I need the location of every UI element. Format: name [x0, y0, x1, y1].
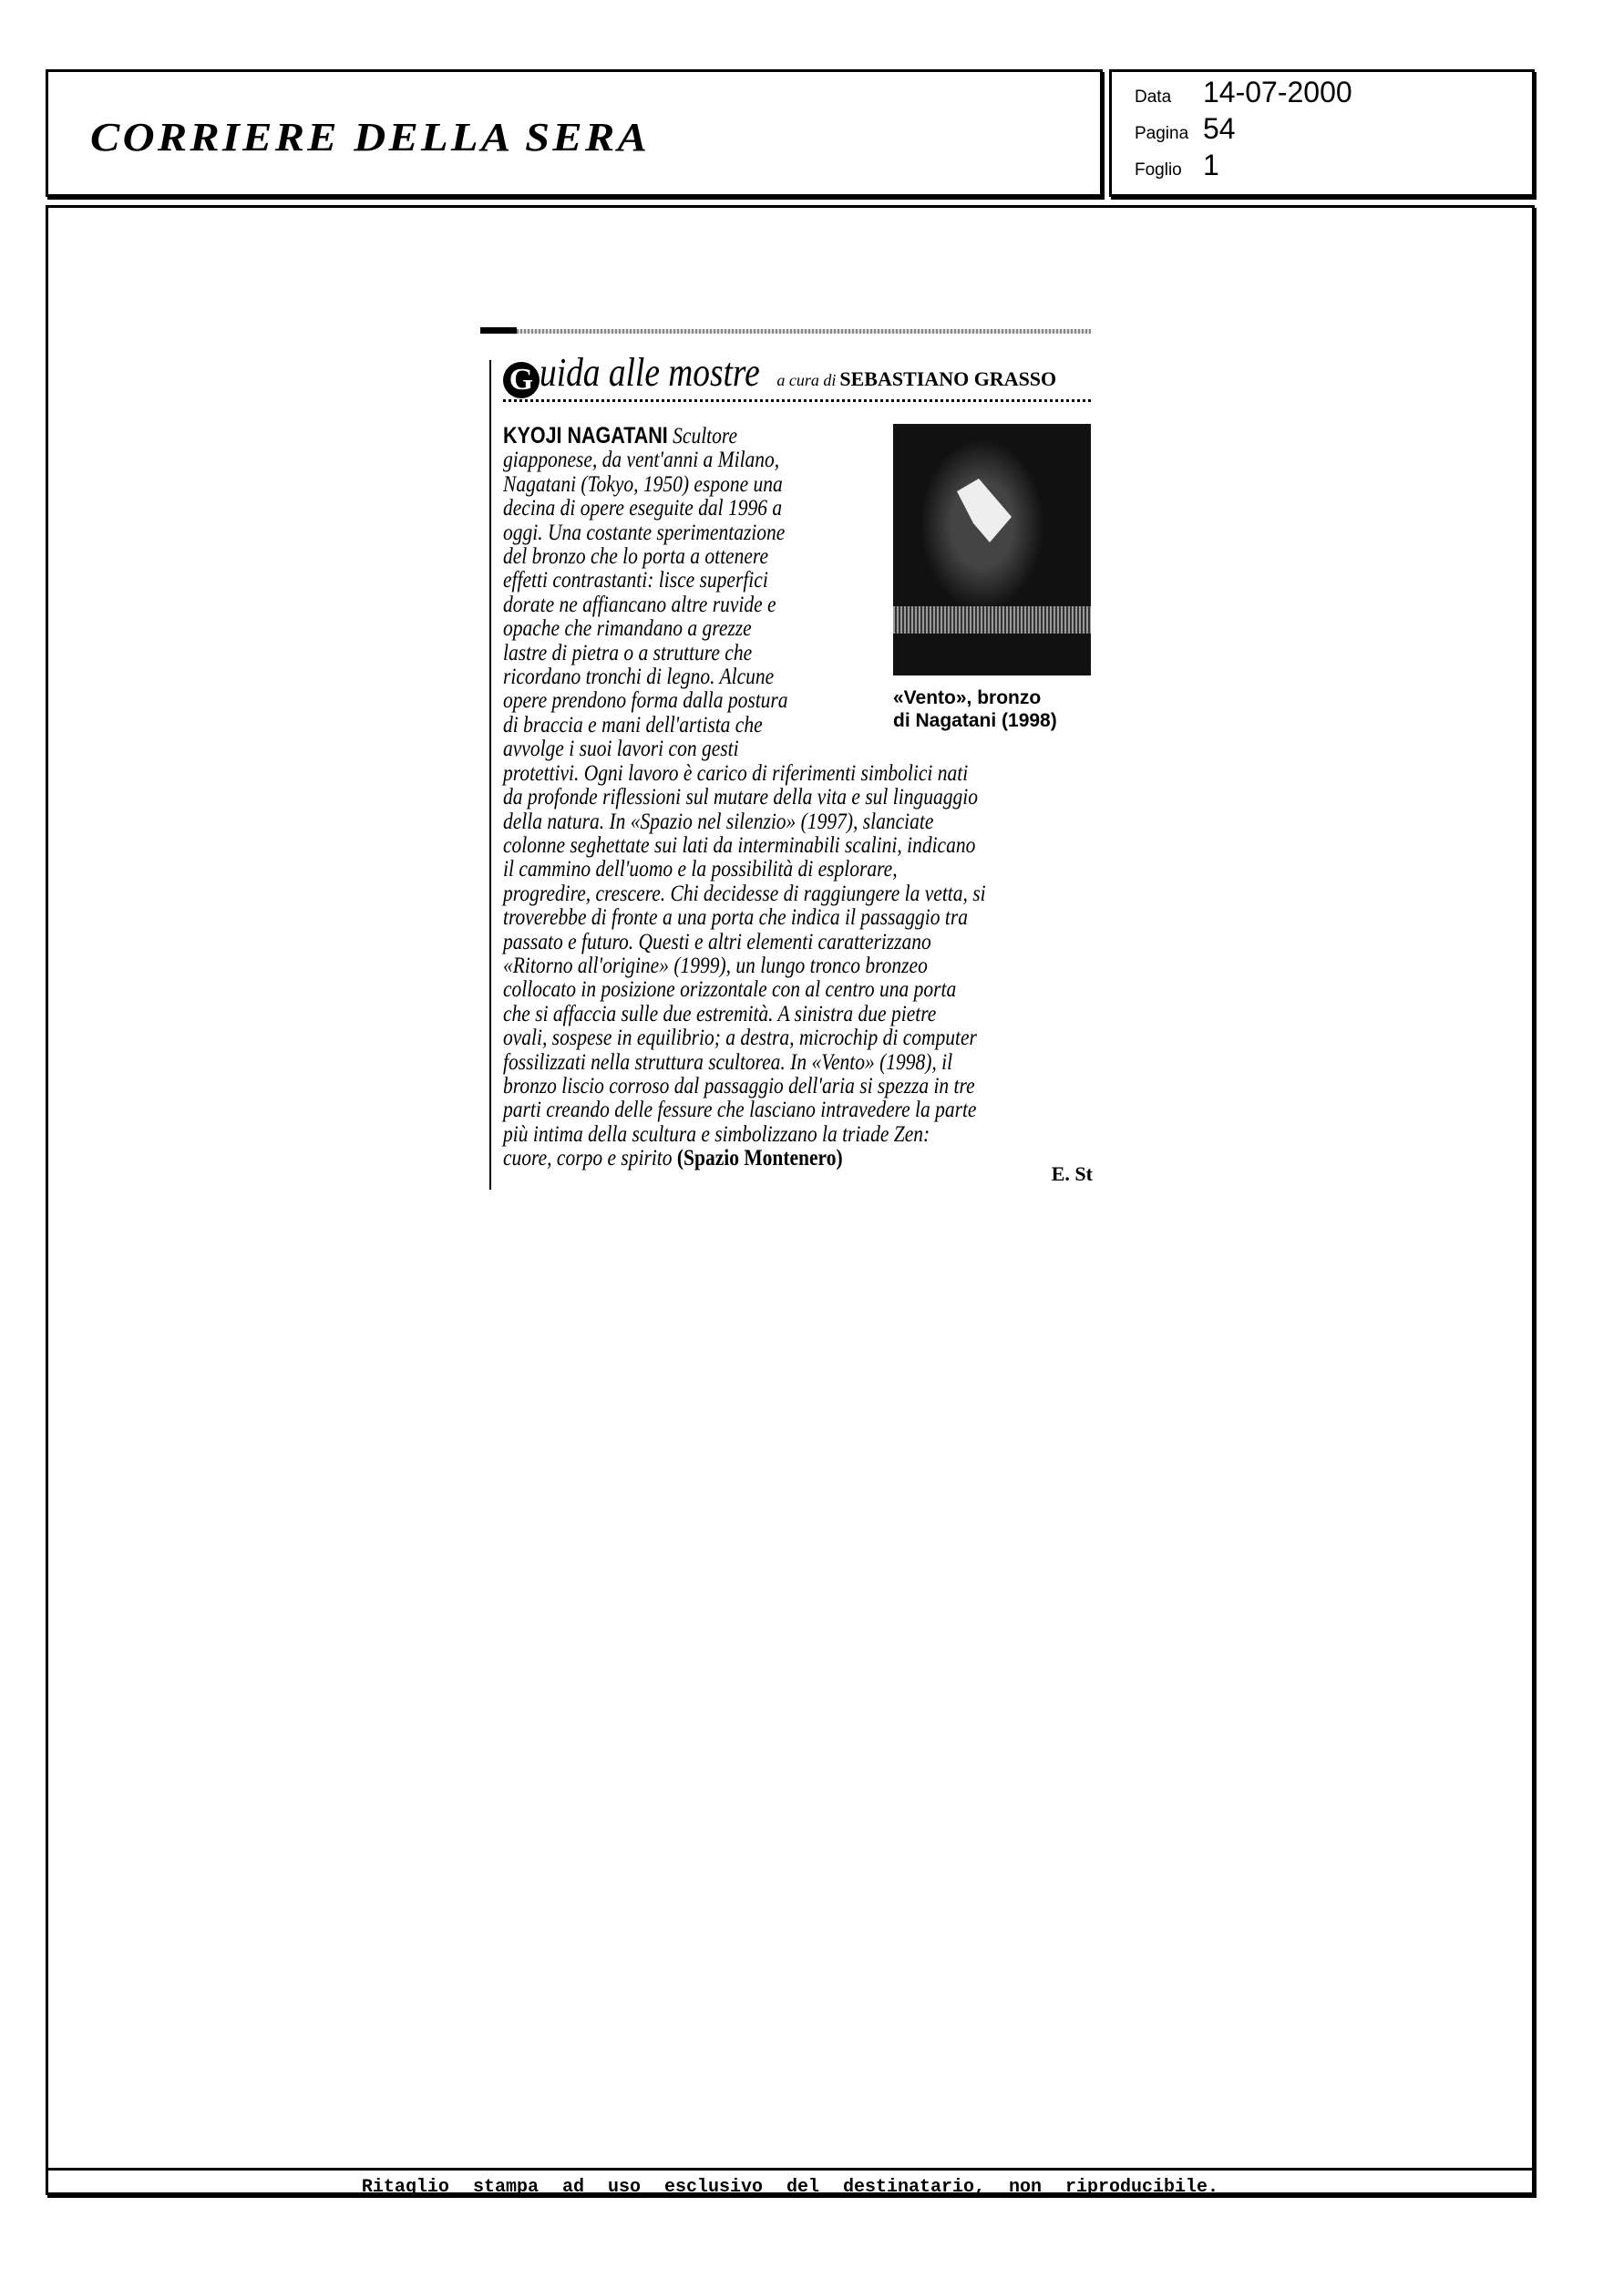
article-line	[503, 1123, 1009, 1147]
article-line	[503, 1147, 1009, 1170]
section-initial-icon: G	[503, 362, 540, 398]
section-rule	[480, 329, 1091, 334]
line-text: del bronzo che lo porta a ottenere	[503, 544, 769, 570]
line-text: il cammino dell'uomo e la possibilità di esplorare,	[503, 857, 898, 882]
article-line	[503, 737, 1009, 761]
line-text: parti creando delle fessure che lasciano intravedere la parte	[503, 1098, 977, 1123]
artist-name: KYOJI NAGATANI	[503, 423, 668, 449]
article-line	[503, 858, 1009, 882]
line-text: dorate ne affiancano altre ruvide e	[503, 592, 776, 617]
article-line	[503, 834, 1009, 858]
article-line	[503, 954, 1009, 978]
line-text: avvolge i suoi lavori con gesti	[503, 737, 739, 762]
article-line	[503, 906, 1009, 930]
line-text: bronzo liscio corroso dal passaggio dell'aria si spezza in tre	[503, 1073, 975, 1098]
line-text: colonne seghettate sui lati da interminabili scalini, indicano	[503, 832, 976, 858]
line-text: passato e futuro. Questi e altri elementi caratterizzano	[503, 929, 931, 954]
article-line	[503, 1003, 1009, 1026]
section-rule-accent	[480, 327, 517, 334]
byline-prefix: a cura di	[776, 371, 837, 389]
line-text: giapponese, da vent'anni a Milano,	[503, 448, 780, 473]
meta-label: Data	[1135, 88, 1172, 107]
footer-notice: Ritaglio stampa ad uso esclusivo del destinatario, non riproducibile.	[361, 2177, 1219, 2198]
line-text: protettivi. Ogni lavoro è carico di riferimenti simbolici nati	[503, 760, 969, 786]
article-line	[503, 882, 1009, 906]
byline-author: SEBASTIANO GRASSO	[839, 367, 1057, 390]
line-text: troverebbe di fronte a una porta che indica il passaggio tra	[503, 905, 968, 931]
dotted-divider	[503, 399, 1091, 402]
line-text: che si affaccia sulle due estremità. A sinistra due pietre	[503, 1001, 937, 1026]
article-line	[503, 1098, 1009, 1122]
meta-value: 14-07-2000	[1203, 76, 1352, 108]
article-line	[503, 786, 1009, 810]
line-text: oggi. Una costante sperimentazione	[503, 520, 786, 545]
author-signature: E. St	[1051, 1162, 1093, 1185]
line-text: cuore, corpo e spirito	[503, 1146, 673, 1171]
caption-line: di Nagatani (1998)	[893, 710, 1057, 731]
line-text: collocato in posizione orizzontale con al centro una porta	[503, 977, 957, 1003]
line-text: di braccia e mani dell'artista che	[503, 712, 763, 737]
photo-caption	[893, 686, 1057, 732]
article-line	[503, 762, 1009, 786]
line-text: Scultore	[673, 424, 738, 449]
meta-label: Foglio	[1135, 160, 1182, 180]
venue: (Spazio Montenero)	[676, 1146, 843, 1171]
line-text: progredire, crescere. Chi decidesse di raggiungere la vetta, si	[503, 881, 986, 906]
line-text: fossilizzati nella struttura scultorea. In «Vento» (1998), il	[503, 1049, 953, 1075]
article-line	[503, 931, 1009, 954]
meta-value: 54	[1203, 112, 1236, 145]
article-line	[503, 1026, 1009, 1050]
meta-label: Pagina	[1135, 124, 1189, 143]
caption-line: «Vento», bronzo	[893, 687, 1042, 708]
line-text: più intima della scultura e simbolizzano la triade Zen:	[503, 1121, 930, 1147]
line-text: lastre di pietra o a strutture che	[503, 640, 753, 665]
section-heading	[503, 349, 1056, 398]
meta-date	[1135, 76, 1352, 109]
masthead-box	[46, 69, 1103, 197]
footer-divider	[48, 2168, 1532, 2171]
line-text: ricordano tronchi di legno. Alcune	[503, 665, 775, 690]
meta-value: 1	[1203, 149, 1219, 181]
article-line	[503, 1051, 1009, 1075]
line-text: «Ritorno all'origine» (1999), un lungo tronco bronzeo	[503, 953, 928, 978]
line-text: opache che rimandano a grezze	[503, 616, 752, 642]
line-text: da profonde riflessioni sul mutare della vita e sul linguaggio	[503, 785, 978, 810]
meta-page	[1135, 112, 1236, 146]
line-text: ovali, sospese in equilibrio; a destra, microchip di computer	[503, 1026, 977, 1051]
line-text: Nagatani (Tokyo, 1950) espone una	[503, 471, 783, 497]
article-line	[503, 1075, 1009, 1098]
line-text: effetti contrastanti: lisce superfici	[503, 568, 768, 593]
line-text: opere prendono forma dalla postura	[503, 688, 788, 714]
article-line	[503, 810, 1009, 834]
line-text: della natura. In «Spazio nel silenzio» (1997), slanciate	[503, 809, 934, 834]
sculpture-photo	[893, 424, 1091, 675]
article	[480, 324, 1093, 1199]
line-text: decina di opere eseguite dal 1996 a	[503, 496, 783, 521]
metadata-box	[1109, 69, 1535, 197]
column-rule	[489, 360, 491, 1190]
meta-sheet	[1135, 149, 1219, 182]
masthead-logo: CORRIERE DELLA SERA	[90, 115, 651, 160]
section-title: uida alle mostre	[540, 350, 760, 395]
article-line	[503, 978, 1009, 1002]
